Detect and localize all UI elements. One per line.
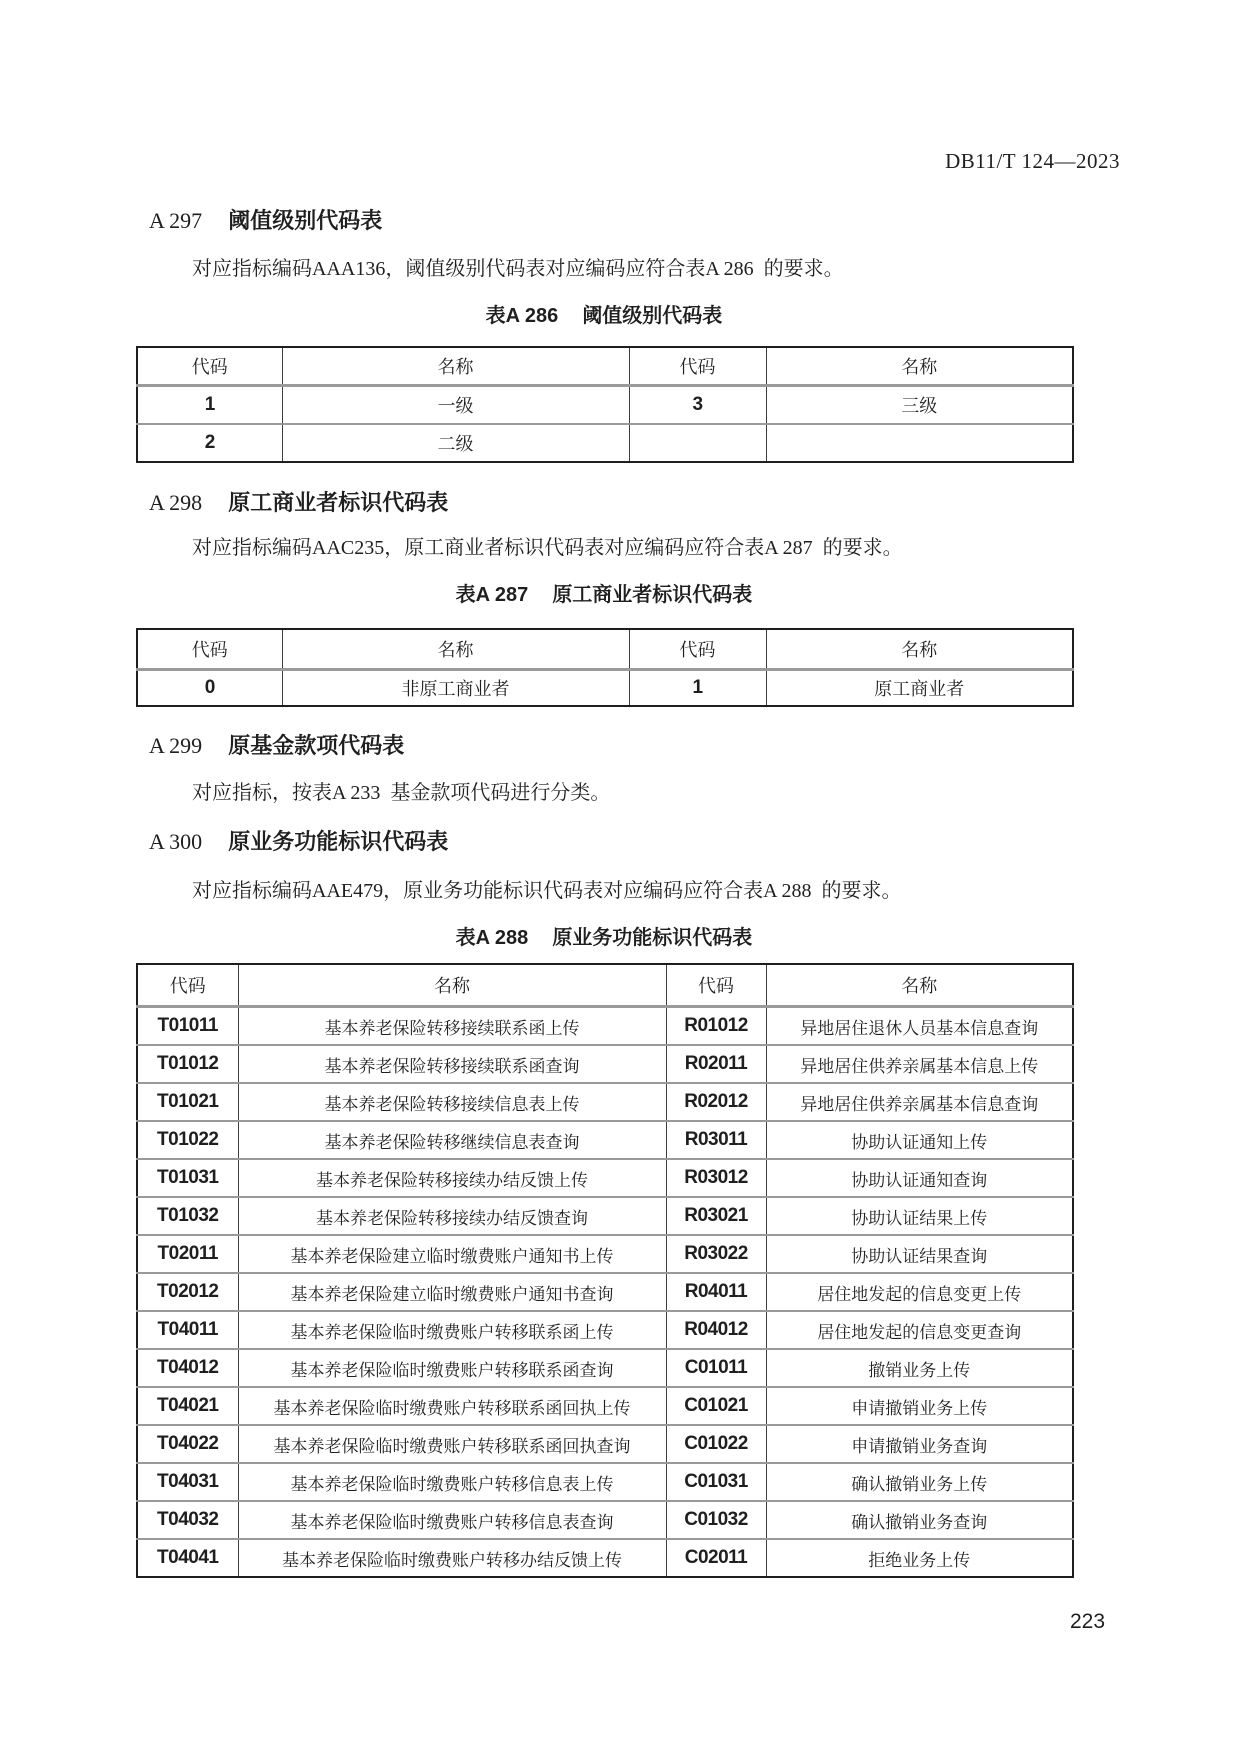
code-cell: 0 (137, 670, 282, 707)
caption-label: 表A 288 (455, 927, 529, 949)
document-code: DB11/T 124—2023 (945, 149, 1120, 173)
section-heading-a300 (149, 825, 448, 856)
section-title: 阈值级别代码表 (228, 208, 383, 233)
table-caption-287 (136, 578, 1072, 607)
table-row (137, 1539, 1073, 1577)
name-cell: 协助认证通知上传 (766, 1121, 1073, 1159)
code-cell: T02012 (137, 1273, 238, 1311)
section-heading-a298 (149, 486, 448, 517)
table-row (137, 1349, 1073, 1387)
paragraph-a297: 对应指标编码AAA136，阈值级别代码表对应编码应符合表A 286 的要求。 (192, 258, 844, 280)
code-cell: T01011 (137, 1007, 238, 1046)
name-cell: 居住地发起的信息变更查询 (766, 1311, 1073, 1349)
code-cell: R03021 (666, 1197, 766, 1235)
code-table-288 (136, 963, 1074, 1578)
name-cell (766, 424, 1073, 462)
column-header: 代码 (137, 347, 282, 386)
code-cell: R04012 (666, 1311, 766, 1349)
table-header-row (137, 964, 1073, 1007)
code-cell: R04011 (666, 1273, 766, 1311)
caption-title: 阈值级别代码表 (582, 305, 723, 327)
column-header: 名称 (766, 964, 1073, 1007)
name-cell: 基本养老保险转移接续办结反馈上传 (238, 1159, 666, 1197)
code-cell: 1 (629, 670, 766, 707)
table-row (137, 1273, 1073, 1311)
name-cell: 基本养老保险转移接续信息表上传 (238, 1083, 666, 1121)
table-row (137, 1197, 1073, 1235)
caption-label: 表A 287 (455, 584, 529, 606)
paragraph-a299: 对应指标，按表A 233 基金款项代码进行分类。 (192, 782, 611, 804)
page-number: 223 (1070, 1610, 1106, 1633)
code-cell: 3 (629, 386, 766, 425)
name-cell: 异地居住供养亲属基本信息查询 (766, 1083, 1073, 1121)
column-header: 名称 (766, 629, 1073, 670)
code-cell: R02012 (666, 1083, 766, 1121)
name-cell: 基本养老保险临时缴费账户转移联系函上传 (238, 1311, 666, 1349)
section-heading-a299 (149, 729, 404, 760)
code-cell: T04031 (137, 1463, 238, 1501)
code-cell: T04041 (137, 1539, 238, 1577)
section-title: 原基金款项代码表 (228, 733, 405, 758)
caption-label: 表A 286 (485, 305, 559, 327)
section-heading-a297 (149, 204, 382, 235)
code-cell: 2 (137, 424, 282, 462)
column-header: 名称 (282, 347, 629, 386)
code-cell: R03012 (666, 1159, 766, 1197)
name-cell: 基本养老保险转移继续信息表查询 (238, 1121, 666, 1159)
name-cell: 拒绝业务上传 (766, 1539, 1073, 1577)
column-header: 代码 (629, 347, 766, 386)
section-number: A 298 (149, 490, 203, 515)
name-cell: 基本养老保险临时缴费账户转移联系函回执查询 (238, 1425, 666, 1463)
code-cell: C01022 (666, 1425, 766, 1463)
code-cell: T04011 (137, 1311, 238, 1349)
table-row (137, 670, 1073, 707)
code-cell: T04032 (137, 1501, 238, 1539)
code-cell: T01012 (137, 1045, 238, 1083)
table-row (137, 1463, 1073, 1501)
section-number: A 299 (149, 733, 203, 758)
table-row (137, 1083, 1073, 1121)
name-cell: 原工商业者 (766, 670, 1073, 707)
code-cell: C01021 (666, 1387, 766, 1425)
table-row (137, 424, 1073, 462)
name-cell: 确认撤销业务查询 (766, 1501, 1073, 1539)
name-cell: 确认撤销业务上传 (766, 1463, 1073, 1501)
name-cell: 基本养老保险临时缴费账户转移信息表上传 (238, 1463, 666, 1501)
table-caption-288 (136, 921, 1072, 950)
name-cell: 居住地发起的信息变更上传 (766, 1273, 1073, 1311)
name-cell: 异地居住退休人员基本信息查询 (766, 1007, 1073, 1046)
name-cell: 申请撤销业务上传 (766, 1387, 1073, 1425)
code-cell: T01032 (137, 1197, 238, 1235)
section-title: 原业务功能标识代码表 (228, 829, 449, 854)
code-cell: C01031 (666, 1463, 766, 1501)
code-cell: C01032 (666, 1501, 766, 1539)
code-cell: T01022 (137, 1121, 238, 1159)
table-row (137, 1007, 1073, 1046)
caption-title: 原业务功能标识代码表 (552, 927, 753, 949)
table-row (137, 386, 1073, 425)
code-cell: T02011 (137, 1235, 238, 1273)
name-cell: 基本养老保险建立临时缴费账户通知书上传 (238, 1235, 666, 1273)
table-header-row (137, 347, 1073, 386)
code-cell: R03011 (666, 1121, 766, 1159)
code-cell: R02011 (666, 1045, 766, 1083)
code-cell: R03022 (666, 1235, 766, 1273)
paragraph-a300: 对应指标编码AAE479，原业务功能标识代码表对应编码应符合表A 288 的要求。 (192, 880, 902, 902)
table-row (137, 1159, 1073, 1197)
section-title: 原工商业者标识代码表 (228, 490, 449, 515)
code-cell: T01021 (137, 1083, 238, 1121)
name-cell: 基本养老保险临时缴费账户转移联系函回执上传 (238, 1387, 666, 1425)
column-header: 代码 (137, 964, 238, 1007)
name-cell: 基本养老保险临时缴费账户转移联系函查询 (238, 1349, 666, 1387)
table-row (137, 1425, 1073, 1463)
paragraph-a298: 对应指标编码AAC235，原工商业者标识代码表对应编码应符合表A 287 的要求。 (192, 537, 903, 559)
column-header: 名称 (282, 629, 629, 670)
table-row (137, 1311, 1073, 1349)
code-cell: C02011 (666, 1539, 766, 1577)
code-cell: R01012 (666, 1007, 766, 1046)
code-cell: T04022 (137, 1425, 238, 1463)
section-number: A 297 (149, 208, 203, 233)
table-caption-286 (136, 299, 1072, 328)
name-cell: 二级 (282, 424, 629, 462)
column-header: 名称 (238, 964, 666, 1007)
table-row (137, 1045, 1073, 1083)
column-header: 代码 (666, 964, 766, 1007)
name-cell: 基本养老保险转移接续联系函上传 (238, 1007, 666, 1046)
name-cell: 协助认证通知查询 (766, 1159, 1073, 1197)
caption-title: 原工商业者标识代码表 (552, 584, 753, 606)
table-row (137, 1387, 1073, 1425)
section-number: A 300 (149, 829, 203, 854)
code-cell (629, 424, 766, 462)
name-cell: 基本养老保险临时缴费账户转移信息表查询 (238, 1501, 666, 1539)
name-cell: 三级 (766, 386, 1073, 425)
name-cell: 一级 (282, 386, 629, 425)
name-cell: 申请撤销业务查询 (766, 1425, 1073, 1463)
code-cell: 1 (137, 386, 282, 425)
name-cell: 异地居住供养亲属基本信息上传 (766, 1045, 1073, 1083)
code-cell: C01011 (666, 1349, 766, 1387)
name-cell: 基本养老保险转移接续办结反馈查询 (238, 1197, 666, 1235)
name-cell: 非原工商业者 (282, 670, 629, 707)
code-cell: T04012 (137, 1349, 238, 1387)
code-table-287 (136, 628, 1074, 707)
table-row (137, 1501, 1073, 1539)
name-cell: 基本养老保险临时缴费账户转移办结反馈上传 (238, 1539, 666, 1577)
name-cell: 协助认证结果查询 (766, 1235, 1073, 1273)
name-cell: 基本养老保险建立临时缴费账户通知书查询 (238, 1273, 666, 1311)
column-header: 代码 (629, 629, 766, 670)
code-cell: T01031 (137, 1159, 238, 1197)
name-cell: 基本养老保险转移接续联系函查询 (238, 1045, 666, 1083)
column-header: 名称 (766, 347, 1073, 386)
name-cell: 撤销业务上传 (766, 1349, 1073, 1387)
table-row (137, 1121, 1073, 1159)
code-table-286 (136, 346, 1074, 463)
table-header-row (137, 629, 1073, 670)
column-header: 代码 (137, 629, 282, 670)
table-row (137, 1235, 1073, 1273)
code-cell: T04021 (137, 1387, 238, 1425)
name-cell: 协助认证结果上传 (766, 1197, 1073, 1235)
